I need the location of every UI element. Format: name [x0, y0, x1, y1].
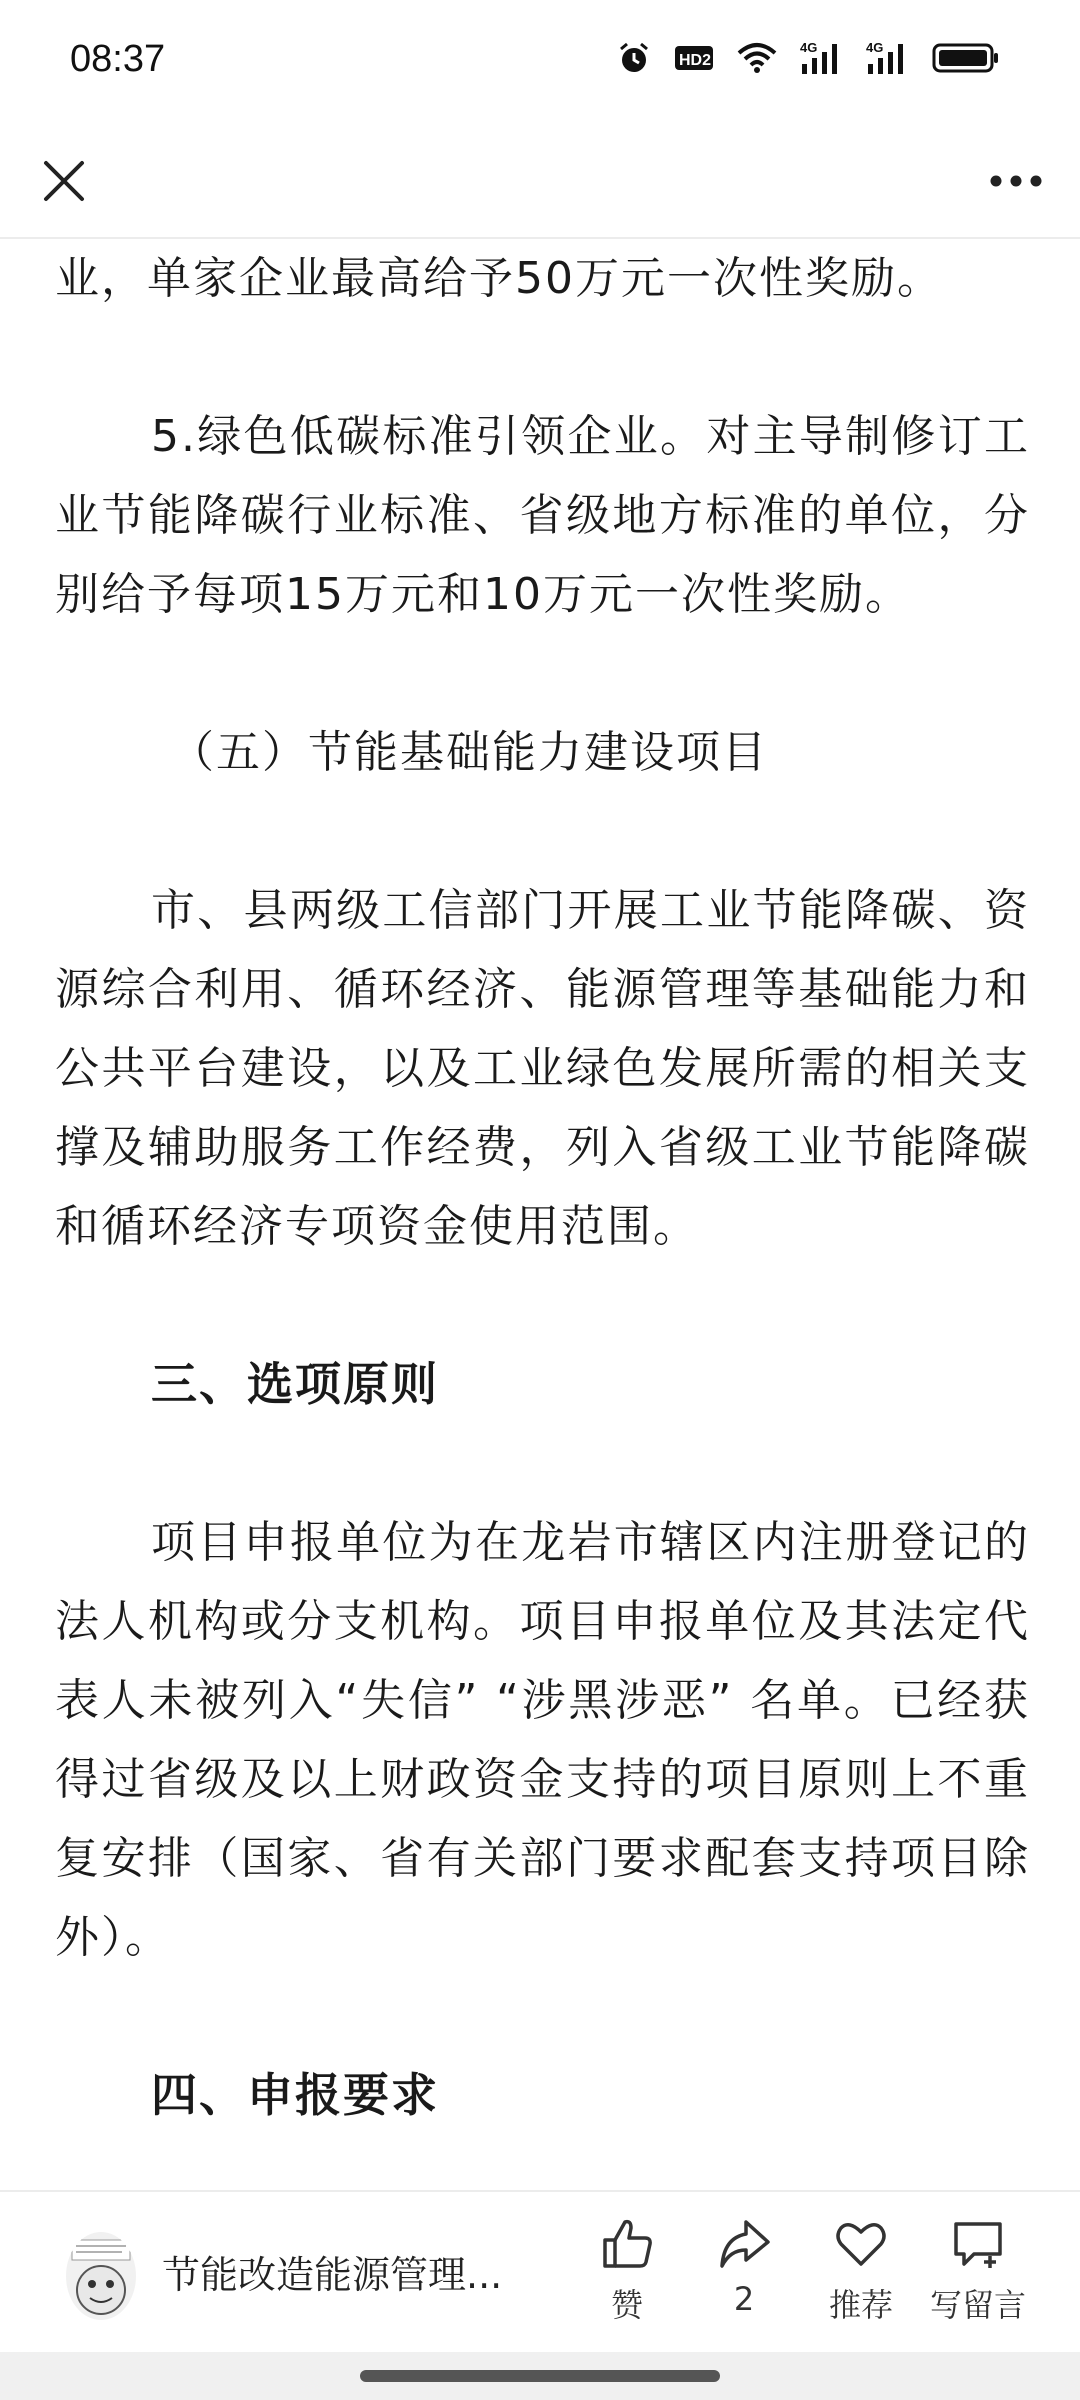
hd-icon [674, 43, 714, 73]
paragraph: 市、县两级工信部门开展工业节能降碳、资源综合利用、循环经济、能源管理等基础能力和公共平台建设，以及工业绿色发展所需的相关支撑及辅助服务工作经费，列入省级工业节能降碳和循环经济专项资金使用范围。 [55, 885, 1030, 1252]
avatar[interactable] [66, 2232, 136, 2320]
paragraph: 项目申报单位为在龙岩市辖区内注册登记的法人机构或分支机构。项目申报单位及其法定代表人未被列入“失信” “涉黑涉恶” 名单。已经获得过省级及以上财政资金支持的项目原则上不重复安排（国家、省有关部门要求配套支持项目除外）。 [55, 1517, 1030, 1963]
share-icon [716, 2216, 772, 2272]
battery-icon [932, 41, 1000, 75]
section-heading: 四、申报要求 [151, 2068, 439, 2122]
meme-face-icon [66, 2232, 136, 2320]
like-button[interactable] [567, 2216, 687, 2336]
heart-icon [833, 2216, 889, 2272]
article-title[interactable]: 节能改造能源管理... [162, 2253, 503, 2297]
status-icons [616, 40, 1000, 76]
svg-text:4G: 4G [866, 40, 884, 55]
close-icon [42, 159, 86, 203]
paragraph: 5.绿色低碳标准引领企业。对主导制修订工业节能降碳行业标准、省级地方标准的单位，分别给予每项15万元和10万元一次性奖励。 [55, 411, 1030, 620]
alarm-icon [616, 40, 652, 76]
article-content[interactable] [0, 239, 1080, 2189]
like-label: 赞 [610, 2286, 643, 2324]
share-count: 2 [733, 2280, 755, 2318]
recommend-button[interactable] [801, 2216, 921, 2336]
wifi-icon [736, 41, 778, 75]
status-bar [0, 0, 1080, 125]
home-indicator[interactable] [360, 2370, 720, 2382]
status-time: 08:37 [70, 38, 166, 80]
section-heading: （五）节能基础能力建设项目 [170, 727, 768, 778]
recommend-label: 推荐 [828, 2286, 893, 2324]
comment-label: 写留言 [929, 2286, 1026, 2324]
comment-plus-icon [950, 2216, 1006, 2272]
share-button[interactable] [684, 2216, 804, 2336]
signal-4g-icon [800, 40, 844, 76]
close-button[interactable] [30, 147, 98, 215]
top-nav-bar [0, 125, 1080, 239]
svg-text:4G: 4G [800, 40, 818, 55]
comment-button[interactable] [918, 2216, 1038, 2336]
more-button[interactable] [982, 147, 1050, 215]
svg-text:HD2: HD2 [679, 52, 712, 69]
more-icon [988, 173, 1044, 189]
article-text [55, 239, 1030, 2135]
paragraph: 业，单家企业最高给予50万元一次性奖励。 [55, 253, 943, 304]
signal-4g-icon [866, 40, 910, 76]
section-heading: 三、选项原则 [151, 1357, 439, 1411]
bottom-action-bar [0, 2190, 1080, 2352]
gesture-bar [0, 2352, 1080, 2400]
thumbs-up-icon [599, 2216, 655, 2272]
